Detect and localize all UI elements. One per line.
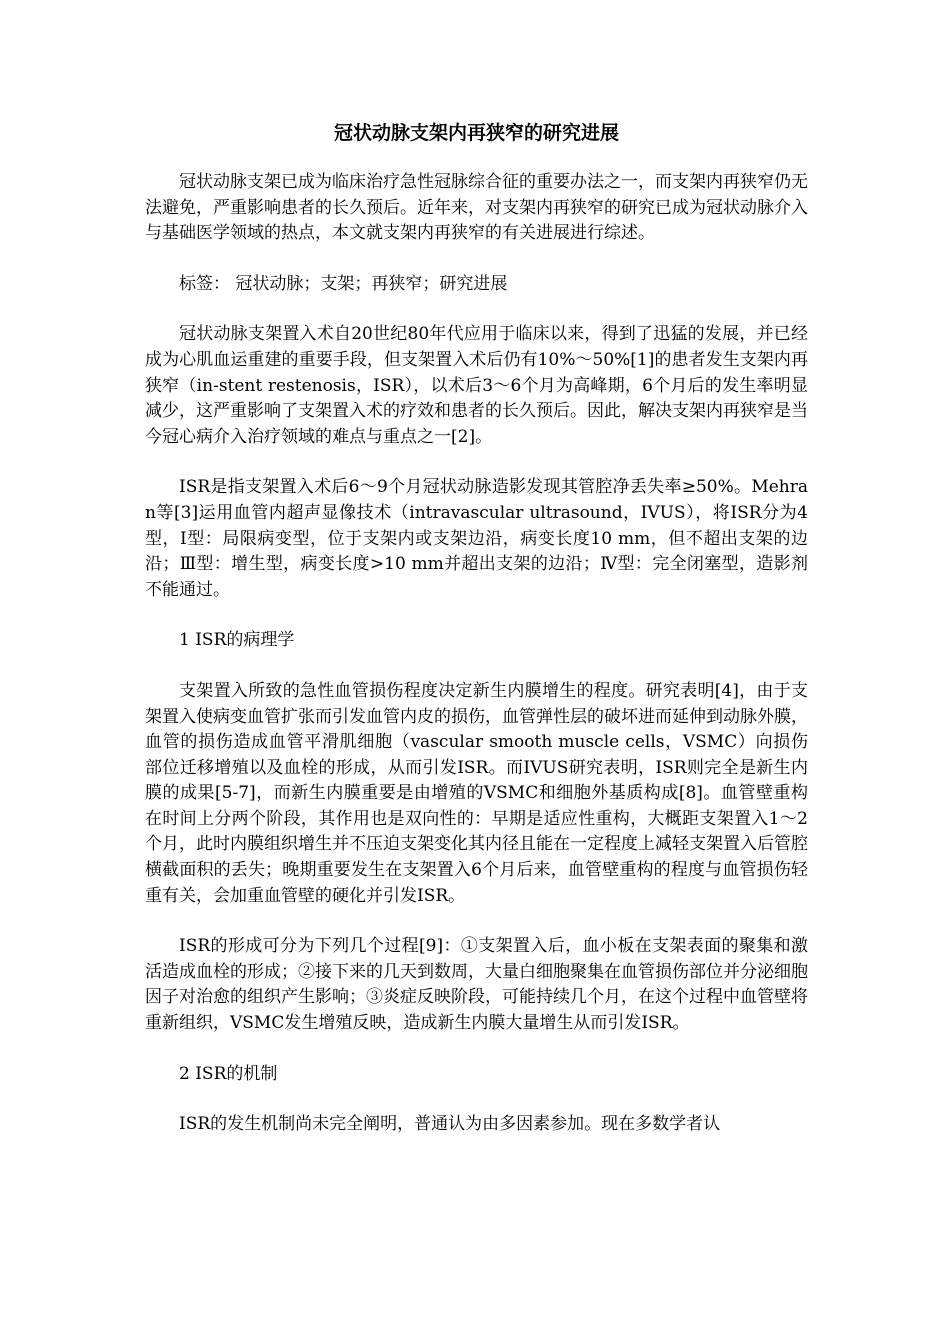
intro-paragraph-2: ISR是指支架置入术后6～9个月冠状动脉造影发现其管腔净丢失率≥50%。Mehran等[3]运用血管内超声显像技术（intravascular ultrasound，IVUS），将ISR分为4型，Ⅰ型：局限病变型，位于支架内或支架边沿，病变长度10 mm，但不超出支架的边沿；Ⅲ型：增生型，病变长度>10 mm并超出支架的边沿；Ⅳ型：完全闭塞型，造影剂不能通过。 [145,477,808,600]
section-2-heading: 2 ISR的机制 [179,1063,278,1084]
section-1-paragraph-2: ISR的形成可分为下列几个过程[9]：①支架置入后，血小板在支架表面的聚集和激活造成血栓的形成；②接下来的几天到数周，大量白细胞聚集在血管损伤部位并分泌细胞因子对治愈的组织产生影响；③炎症反映阶段，可能持续几个月，在这个过程中血管壁将重新组织，VSMC发生增殖反映，造成新生内膜大量增生从而引发ISR。 [145,936,808,1034]
section-1-paragraph-1: 支架置入所致的急性血管损伤程度决定新生内膜增生的程度。研究表明[4]，由于支架置入使病变血管扩张而引发血管内皮的损伤，血管弹性层的破坏进而延伸到动脉外膜，血管的损伤造成血管平滑肌细胞（vascular smooth muscle cells，VSMC）向损伤部位迁移增殖以及血栓的形成，从而引发ISR。而IVUS研究表明，ISR则完全是新生内膜的成果[5-7]，而新生内膜重要是由增殖的VSMC和细胞外基质构成[8]。血管壁重构在时间上分两个阶段，其作用也是双向性的：早期是适应性重构，大概距支架置入1～2个月，此时内膜组织增生并不压迫支架变化其内径且能在一定程度上减轻支架置入后管腔横截面积的丢失；晚期重要发生在支架置入6个月后来，血管壁重构的程度与血管损伤轻重有关，会加重血管壁的硬化并引发ISR。 [145,680,808,906]
abstract-paragraph: 冠状动脉支架已成为临床治疗急性冠脉综合征的重要办法之一，而支架内再狭窄仍无法避免，严重影响患者的长久预后。近年来，对支架内再狭窄的研究已成为冠状动脉介入与基础医学领域的热点，本文就支架内再狭窄的有关进展进行综述。 [145,172,808,244]
document-title: 冠状动脉支架内再狭窄的研究进展 [333,122,619,144]
intro-paragraph-1: 冠状动脉支架置入术自20世纪80年代应用于临床以来，得到了迅猛的发展，并已经成为心肌血运重建的重要手段，但支架置入术后仍有10%～50%[1]的患者发生支架内再狭窄（in-stent restenosis，ISR），以术后3～6个月为高峰期，6个月后的发生率明显减少，这严重影响了支架置入术的疗效和患者的长久预后。因此，解决支架内再狭窄是当今冠心病介入治疗领域的难点与重点之一[2]。 [145,324,808,447]
section-1-heading: 1 ISR的病理学 [179,630,295,651]
section-2-paragraph-1: ISR的发生机制尚未完全阐明，普通认为由多因素参加。现在多数学者认 [179,1114,721,1135]
document-page [145,118,808,1138]
keywords-line: 标签： 冠状动脉；支架；再狭窄；研究进展 [179,273,508,294]
